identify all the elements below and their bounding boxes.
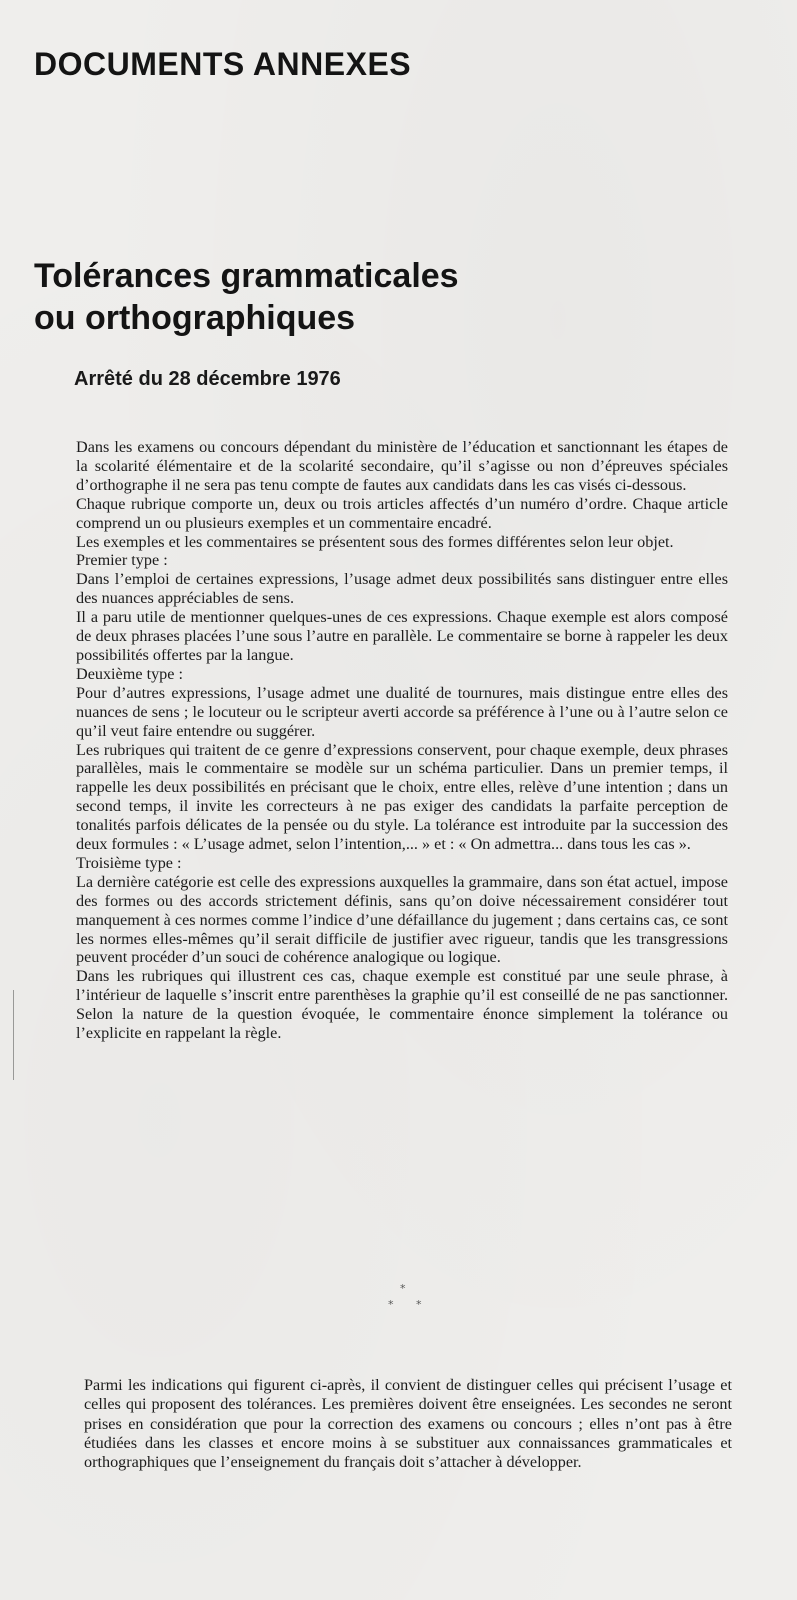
paragraph-type-1-a: Dans l’emploi de certaines expressions, l’usage admet deux possibilités sans distinguer entre elles des nuances appréciables de sens. (76, 570, 728, 608)
heading-type-1: Premier type : (76, 551, 168, 570)
heading-type-3: Troisième type : (76, 853, 182, 872)
paragraph-intro: Dans les examens ou concours dépendant du ministère de l’éducation et sanctionnant les étapes de la scolarité élémentaire et de la scolarité secondaire, qu’il s’agisse ou non d’épreuves spéciales d’orthographe il ne sera pas tenu compte de fautes aux candidats dans les cas visés ci-dessous. (76, 438, 728, 494)
body-text (76, 438, 728, 1043)
paragraph-type-2-a: Pour d’autres expressions, l’usage admet une dualité de tournures, mais distingue entre elles des nuances de sens ; le locuteur ou le scripteur averti accorde sa préférence à l’une ou à l’autre selon ce qu’il veut faire entendre ou suggérer. (76, 683, 728, 740)
title-line-2: ou orthographiques (34, 299, 356, 337)
closing-text (84, 1376, 732, 1472)
heading-type-2: Deuxième type : (76, 664, 183, 683)
section-separator (380, 1282, 430, 1322)
paragraph-rubrique: Chaque rubrique comporte un, deux ou trois articles affectés d’un numéro d’ordre. Chaque article comprend un ou plusieurs exemples et un commentaire encadré. (76, 494, 728, 532)
paragraph-type-1-b: Il a paru utile de mentionner quelques-unes de ces expressions. Chaque exemple est alors composé de deux phrases placées l’une sous l’autre en parallèle. Le commentaire se borne à rappeler les deux possibilités offertes par la langue. (76, 608, 728, 664)
paragraph-type-3-a: La dernière catégorie est celle des expressions auxquelles la grammaire, dans son état actuel, impose des formes ou des accords strictement définis, sans qu’on doive nécessairement considérer tout manquement à ces normes comme l’indice d’une défaillance du jugement ; dans certains cas, ce sont les normes elles-mêmes qu’il serait difficile de justifier avec rigueur, tandis que les transgressions peuvent procéder d’un souci de cohérence analogique ou logique. (76, 872, 728, 967)
decree-subtitle: Arrêté du 28 décembre 1976 (74, 368, 341, 390)
separator-star-top: * (400, 1282, 406, 1295)
paragraph-closing: Parmi les indications qui figurent ci-après, il convient de distinguer celles qui précisent l’usage et celles qui proposent des tolérances. Les premières doivent être enseignées. Les secondes ne seront prises en considération que pour la correction des examens ou concours ; elles n’ont pas à être étudiées dans les classes et encore moins à se substituer aux connaissances grammaticales et orthographiques que l’enseignement du français doit s’attacher à développer. (84, 1376, 732, 1472)
separator-star-left: * (388, 1298, 394, 1311)
title-line-1: Tolérances grammaticales (34, 257, 459, 295)
paragraph-type-3-b: Dans les rubriques qui illustrent ces cas, chaque exemple est constitué par une seule phrase, à l’intérieur de laquelle s’inscrit entre parenthèses la graphie qu’il est conseillé de ne pas sanctionner. Selon la nature de la question évoquée, le commentaire énonce simplement la tolérance ou l’explicite en rappelant la règle. (76, 967, 728, 1043)
separator-star-right: * (416, 1298, 422, 1311)
section-header: DOCUMENTS ANNEXES (34, 46, 412, 82)
paragraph-forms: Les exemples et les commentaires se présentent sous des formes différentes selon leur objet. (76, 532, 674, 551)
paragraph-type-2-b: Les rubriques qui traitent de ce genre d’expressions conservent, pour chaque exemple, deux phrases parallèles, mais le commentaire se modèle sur un schéma particulier. Dans un premier temps, il rappelle les deux possibilités en précisant que le choix, entre elles, relève d’une intention ; dans un second temps, il invite les correcteurs à ne pas exiger des candidats la parfaite perception de tonalités parfois délicates de la pensée ou du style. La tolérance est introduite par la succession des deux formules : « L’usage admet, selon l’intention,... » et : « On admettra... dans tous les cas ». (76, 740, 728, 854)
margin-mark (13, 990, 14, 1080)
document-title (34, 255, 459, 339)
